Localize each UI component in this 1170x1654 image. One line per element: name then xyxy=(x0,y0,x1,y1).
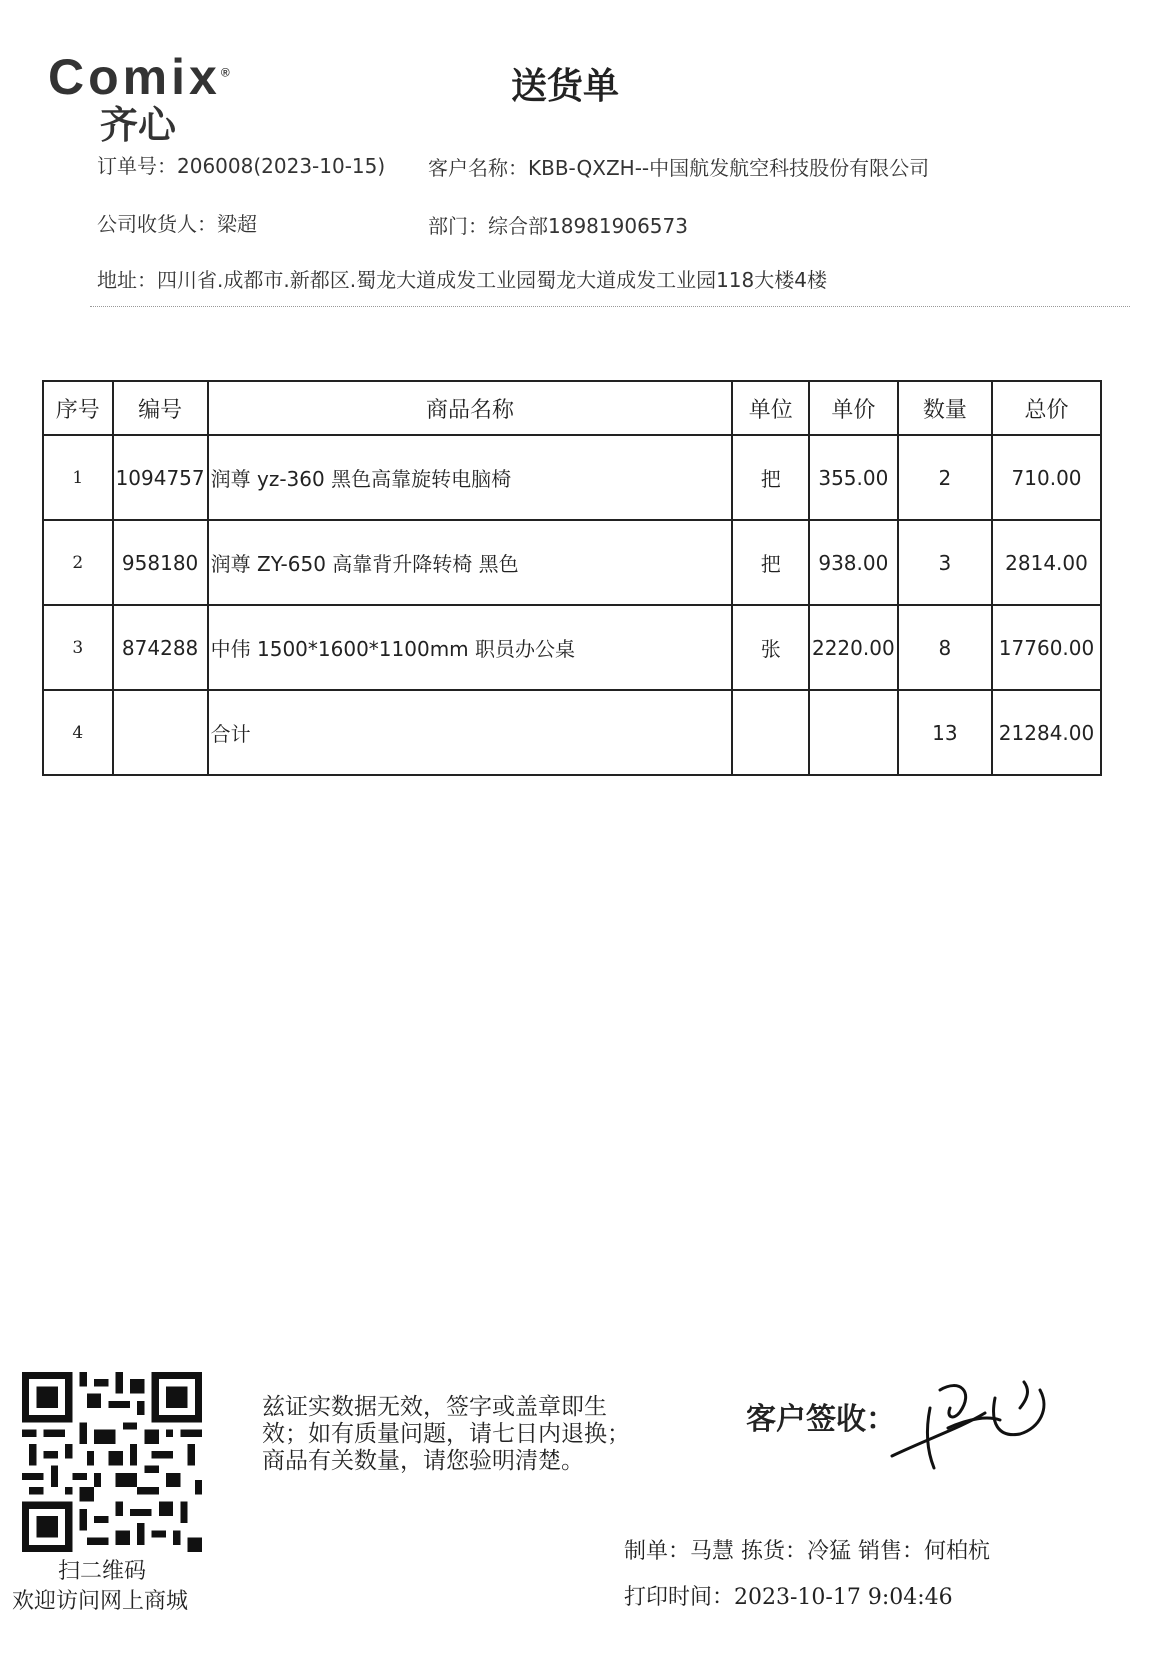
staff-line: 制单：马慧 拣货：冷猛 销售：何柏杭 xyxy=(624,1539,990,1564)
cell-price: 355.00 xyxy=(809,435,898,520)
cell-qty: 8 xyxy=(898,605,992,690)
header-total: 总价 xyxy=(992,381,1101,435)
cell-unit: 把 xyxy=(732,520,809,605)
cell-seq: 1 xyxy=(43,435,113,520)
print-time: 打印时间：2023-10-17 9:04:46 xyxy=(624,1585,953,1610)
table-row xyxy=(43,435,1101,520)
department-value: 综合部18981906573 xyxy=(488,214,688,238)
cell-total: 17760.00 xyxy=(992,605,1101,690)
header-qty: 数量 xyxy=(898,381,992,435)
table-row xyxy=(43,520,1101,605)
cell-qty: 2 xyxy=(898,435,992,520)
receiver-label: 公司收货人： xyxy=(97,212,217,236)
address-label: 地址： xyxy=(97,268,157,292)
qr-caption-shop: 欢迎访问网上商城 xyxy=(12,1589,189,1614)
cell-price: 938.00 xyxy=(809,520,898,605)
cell-product: 润尊 yz-360 黑色高靠旋转电脑椅 xyxy=(208,435,733,520)
cell-total: 21284.00 xyxy=(992,690,1101,775)
receiver xyxy=(97,208,257,237)
cell-qty: 3 xyxy=(898,520,992,605)
address xyxy=(97,264,827,293)
customer-sign-label: 客户签收： xyxy=(746,1402,896,1437)
receiver-value: 梁超 xyxy=(217,212,257,236)
cell-price xyxy=(809,690,898,775)
department xyxy=(428,210,688,239)
department-label: 部门： xyxy=(428,214,488,238)
header-price: 单价 xyxy=(809,381,898,435)
cell-product: 中伟 1500*1600*1100mm 职员办公桌 xyxy=(208,605,733,690)
cell-seq: 2 xyxy=(43,520,113,605)
cell-price: 2220.00 xyxy=(809,605,898,690)
cell-total: 710.00 xyxy=(992,435,1101,520)
table-row xyxy=(43,605,1101,690)
cell-seq: 3 xyxy=(43,605,113,690)
order-label: 订单号： xyxy=(97,154,177,178)
notice-line: 商品有关数量，请您验明清楚。 xyxy=(262,1448,584,1474)
divider xyxy=(90,306,1130,307)
cell-code: 874288 xyxy=(113,605,208,690)
logo-chinese: 齐心 xyxy=(100,103,177,147)
customer-label: 客户名称： xyxy=(428,156,528,180)
notice-line: 兹证实数据无效，签字或盖章即生 xyxy=(262,1394,607,1420)
cell-product: 合计 xyxy=(208,690,733,775)
cell-unit: 张 xyxy=(732,605,809,690)
notice-text xyxy=(262,1394,630,1475)
header-seq: 序号 xyxy=(43,381,113,435)
order-value: 206008(2023-10-15) xyxy=(177,154,386,178)
cell-code: 1094757 xyxy=(113,435,208,520)
cell-total: 2814.00 xyxy=(992,520,1101,605)
cell-code: 958180 xyxy=(113,520,208,605)
customer-name xyxy=(428,152,929,181)
header-code: 编号 xyxy=(113,381,208,435)
qr-code-icon xyxy=(22,1372,202,1552)
total-row xyxy=(43,690,1101,775)
address-value: 四川省.成都市.新都区.蜀龙大道成发工业园蜀龙大道成发工业园118大楼4楼 xyxy=(157,268,827,292)
items-table xyxy=(42,380,1102,776)
handwritten-signature-icon xyxy=(890,1368,1070,1478)
order-number xyxy=(97,150,385,179)
page-title: 送货单 xyxy=(510,66,619,107)
notice-line: 效；如有质量问题，请七日内退换； xyxy=(262,1421,630,1447)
header-unit: 单位 xyxy=(732,381,809,435)
header-product: 商品名称 xyxy=(208,381,733,435)
cell-unit: 把 xyxy=(732,435,809,520)
qr-caption: 扫二维码 xyxy=(58,1559,147,1584)
cell-product: 润尊 ZY-650 高靠背升降转椅 黑色 xyxy=(208,520,733,605)
cell-unit xyxy=(732,690,809,775)
table-header xyxy=(43,381,1101,435)
cell-seq: 4 xyxy=(43,690,113,775)
registered-mark: ® xyxy=(220,65,234,80)
logo-text: Comix xyxy=(48,49,221,105)
customer-value: KBB-QXZH--中国航发航空科技股份有限公司 xyxy=(528,156,930,180)
cell-code xyxy=(113,690,208,775)
cell-qty: 13 xyxy=(898,690,992,775)
